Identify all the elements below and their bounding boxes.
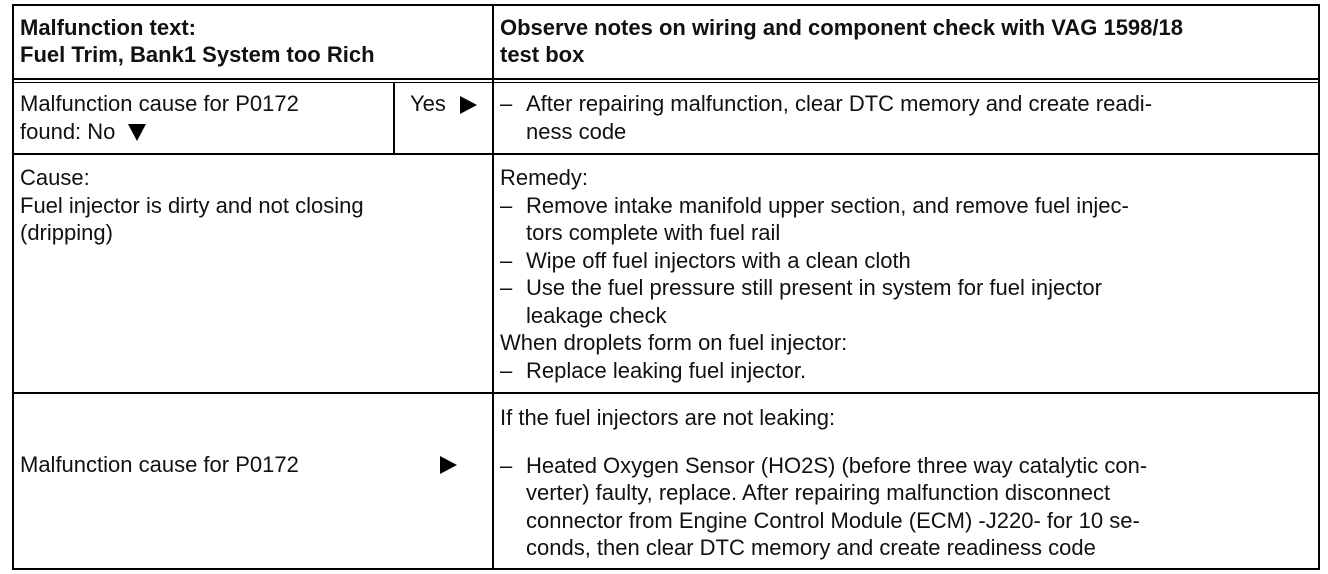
remedy-item-line: Wipe off fuel injectors with a clean cloth [526,247,911,273]
malfunction-text-value: Fuel Trim, Bank1 System too Rich [20,42,375,67]
row2-cause-line1: Fuel injector is dirty and not closing [20,192,364,218]
row1-cause [20,90,390,145]
yes-label: Yes [410,91,446,116]
row3-cause-text: Malfunction cause for P0172 [20,452,299,477]
row1-remedy-item [500,90,1315,145]
remedy-item [500,247,1315,275]
row2-cause-line2: (dripping) [20,220,113,245]
row2-cause [20,164,485,247]
remedy-item-line: conds, then clear DTC memory and create readiness code [526,535,1096,560]
remedy-item-line: connector from Engine Control Module (ECM) -J220- for 10 se- [526,507,1140,533]
remedy-item-line: Use the fuel pressure still present in system for fuel injector [526,275,1102,300]
dash: – [500,192,513,218]
right-triangle-arrow-icon [460,96,477,114]
row2-remedy [500,164,1315,384]
remedy-item [500,274,1315,329]
dash: – [500,452,513,478]
remedy-item-line: Heated Oxygen Sensor (HO2S) (before three way catalytic con- [526,452,1148,478]
row2-divider [12,392,1320,394]
row1-cause-line2 [20,118,390,146]
remedy-item-line: tors complete with fuel rail [526,220,781,245]
row3-remedy [500,404,1315,562]
right-triangle-arrow-icon [440,456,457,474]
malfunction-text-label: Malfunction text: [20,15,196,40]
yes-cell [410,90,490,118]
dash: – [500,275,513,300]
remedy-item-line: Remove intake manifold upper section, and remove fuel injec- [526,192,1129,218]
remedy-item [500,452,1315,562]
droplets-condition: When droplets form on fuel injector: [500,330,848,355]
test-box-note-line2: test box [500,42,585,67]
header-left [20,14,485,68]
row3-remedy-intro: If the fuel injectors are not leaking: [500,405,836,430]
found-no-text: found: No [20,118,116,144]
remedy-item [500,192,1315,247]
remedy-item [500,357,1315,385]
dash: – [500,247,513,273]
down-triangle-arrow-icon [128,124,146,141]
yes-cell-divider [393,82,395,153]
remedy-item-line: leakage check [526,302,667,328]
dash: – [500,357,513,383]
header-right [500,14,1310,68]
header-divider-hairline [12,82,1320,83]
remedy-item-line: verter) faulty, replace. After repairing malfunction disconnect [526,480,1111,505]
header-divider [12,78,1320,80]
remedy-label: Remedy: [500,165,589,190]
cause-label: Cause: [20,165,90,190]
row1-remedy-line2: ness code [526,118,627,144]
row1-remedy [500,90,1315,145]
row1-remedy-line1: After repairing malfunction, clear DTC memory and create readi- [526,91,1153,116]
dash: – [500,91,513,116]
row1-divider [12,153,1320,155]
row1-cause-line1: Malfunction cause for P0172 [20,91,299,116]
row3-cause [20,451,485,479]
test-box-note-line1: Observe notes on wiring and component check with VAG 1598/18 [500,15,1183,40]
remedy-item-line: Replace leaking fuel injector. [526,357,807,383]
column-divider [492,4,494,570]
